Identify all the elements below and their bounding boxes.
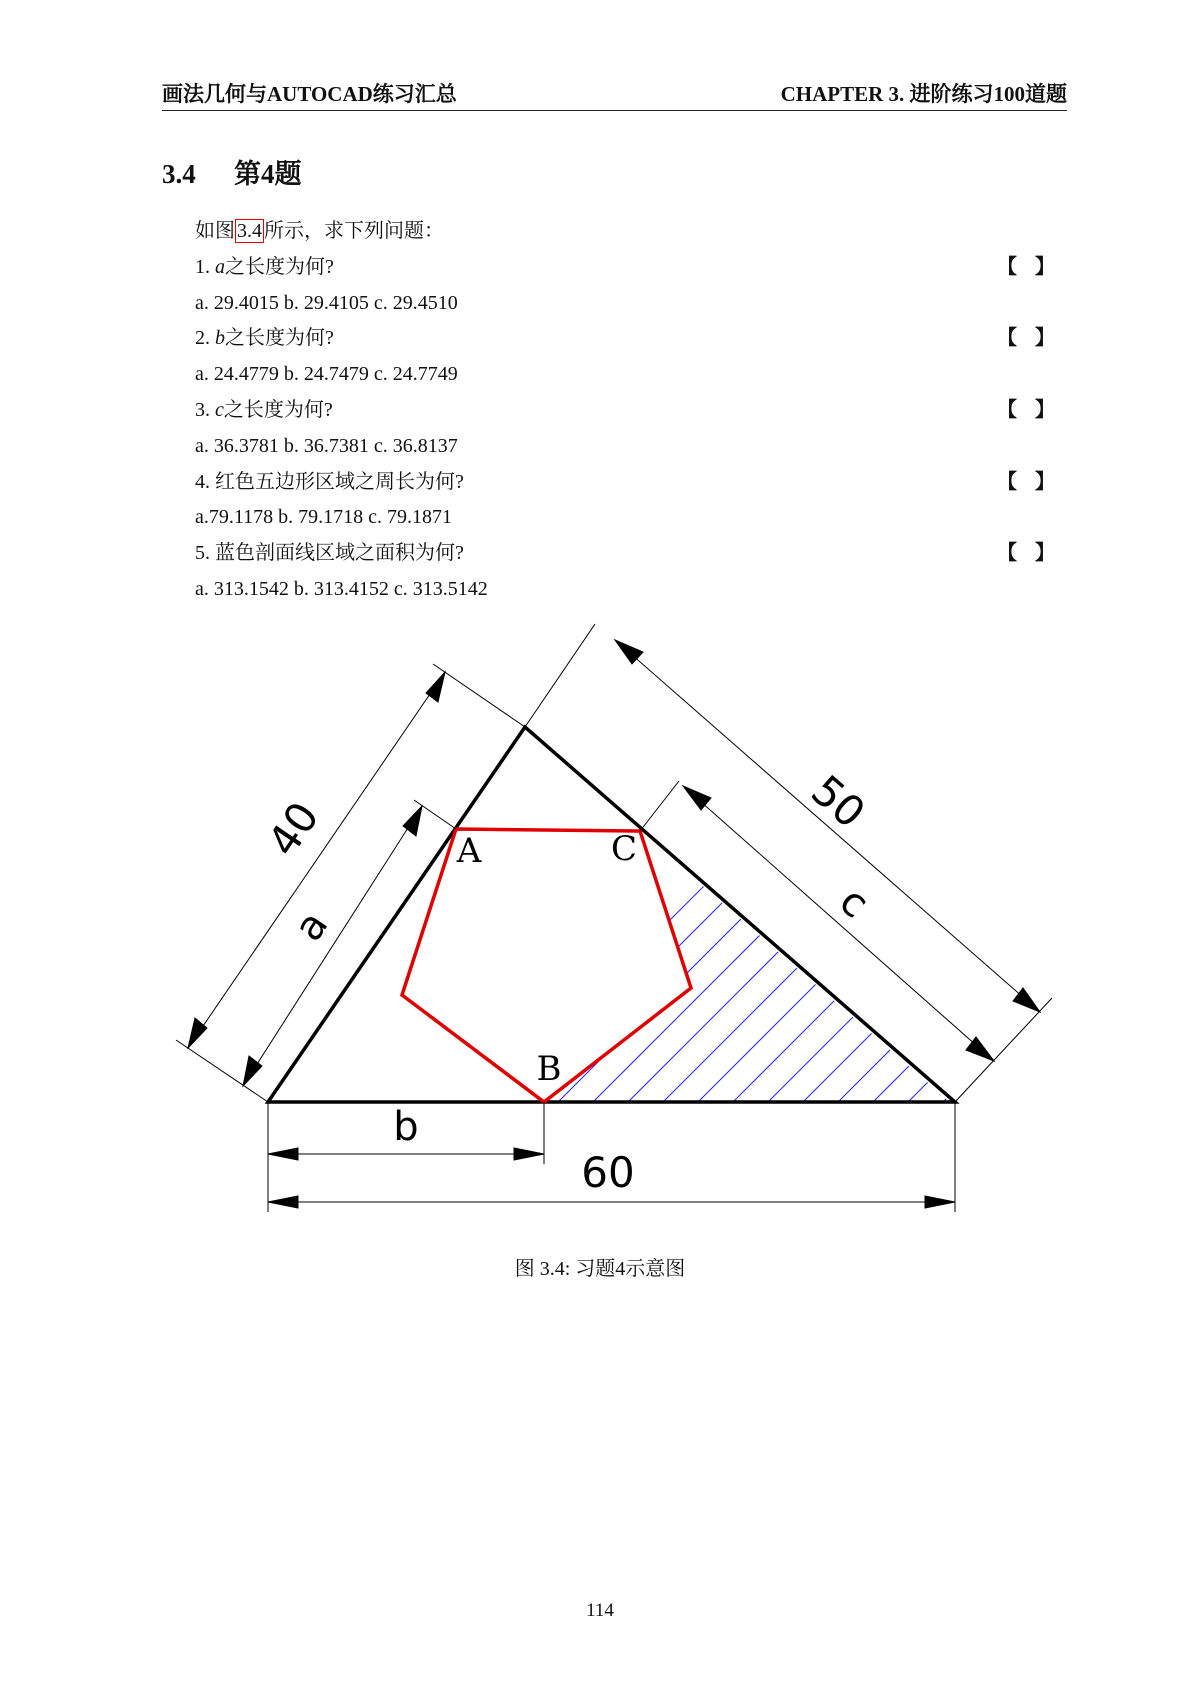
header-book-title: 画法几何与AUTOCAD练习汇总 <box>162 82 457 106</box>
question-number: 3. <box>195 398 210 421</box>
question-3-options: a. 36.3781 b. 36.7381 c. 36.8137 <box>195 434 458 457</box>
question-5 <box>195 536 1067 572</box>
dim-label-60: 60 <box>581 1148 635 1197</box>
answer-bracket[interactable]: 【 】 <box>997 470 1055 493</box>
answer-bracket[interactable]: 【 】 <box>997 398 1055 421</box>
question-5-options: a. 313.1542 b. 313.4152 c. 313.5142 <box>195 577 488 600</box>
question-variable: c <box>215 398 224 421</box>
geometry-figure <box>160 610 1060 1197</box>
section-title <box>162 152 302 191</box>
dim-label-b: b <box>393 1104 419 1150</box>
dim-label-40: 40 <box>258 793 329 865</box>
question-4-options: a.79.1178 b. 79.1718 c. 79.1871 <box>195 506 453 529</box>
question-1 <box>195 250 1067 286</box>
answer-bracket[interactable]: 【 】 <box>997 542 1055 565</box>
intro-line <box>195 214 1067 250</box>
figure-caption: 图 3.4: 习题4示意图 <box>514 1258 686 1280</box>
question-3 <box>195 393 1067 429</box>
question-number: 1. <box>195 255 210 278</box>
question-variable: b <box>215 327 225 350</box>
answer-bracket[interactable]: 【 】 <box>997 327 1055 350</box>
section-name: 第4题 <box>234 159 302 189</box>
question-text: 之长度为何? <box>225 255 334 278</box>
answer-bracket[interactable]: 【 】 <box>997 255 1055 278</box>
point-label-C: C <box>610 829 638 869</box>
question-text: 红色五边形区域之周长为何? <box>215 470 464 493</box>
point-label-B: B <box>536 1049 562 1089</box>
question-number: 4. <box>195 470 210 493</box>
question-text: 之长度为何? <box>223 398 333 421</box>
intro-suffix: 所示，求下列问题： <box>264 220 444 242</box>
running-header <box>162 74 1067 111</box>
header-chapter: CHAPTER 3. 进阶练习100道题 <box>780 82 1067 106</box>
dim-label-c: c <box>830 878 878 928</box>
question-4 <box>195 465 1067 501</box>
question-2 <box>195 321 1067 357</box>
question-text: 蓝色剖面线区域之面积为何? <box>215 542 464 565</box>
figure-reference-link[interactable]: 3.4 <box>237 220 262 242</box>
page-number: 114 <box>586 1600 614 1621</box>
point-label-A: A <box>456 831 482 871</box>
question-variable: a <box>215 255 225 278</box>
question-block <box>195 214 1067 608</box>
dim-label-50: 50 <box>802 765 875 838</box>
question-number: 5. <box>195 542 210 565</box>
dim-label-a: a <box>285 903 338 950</box>
section-number: 3.4 <box>162 159 196 189</box>
question-text: 之长度为何? <box>225 327 334 350</box>
question-2-options: a. 24.4779 b. 24.7479 c. 24.7749 <box>195 363 458 386</box>
question-1-options: a. 29.4015 b. 29.4105 c. 29.4510 <box>195 291 458 314</box>
intro-prefix: 如图 <box>195 220 235 242</box>
question-number: 2. <box>195 327 210 350</box>
